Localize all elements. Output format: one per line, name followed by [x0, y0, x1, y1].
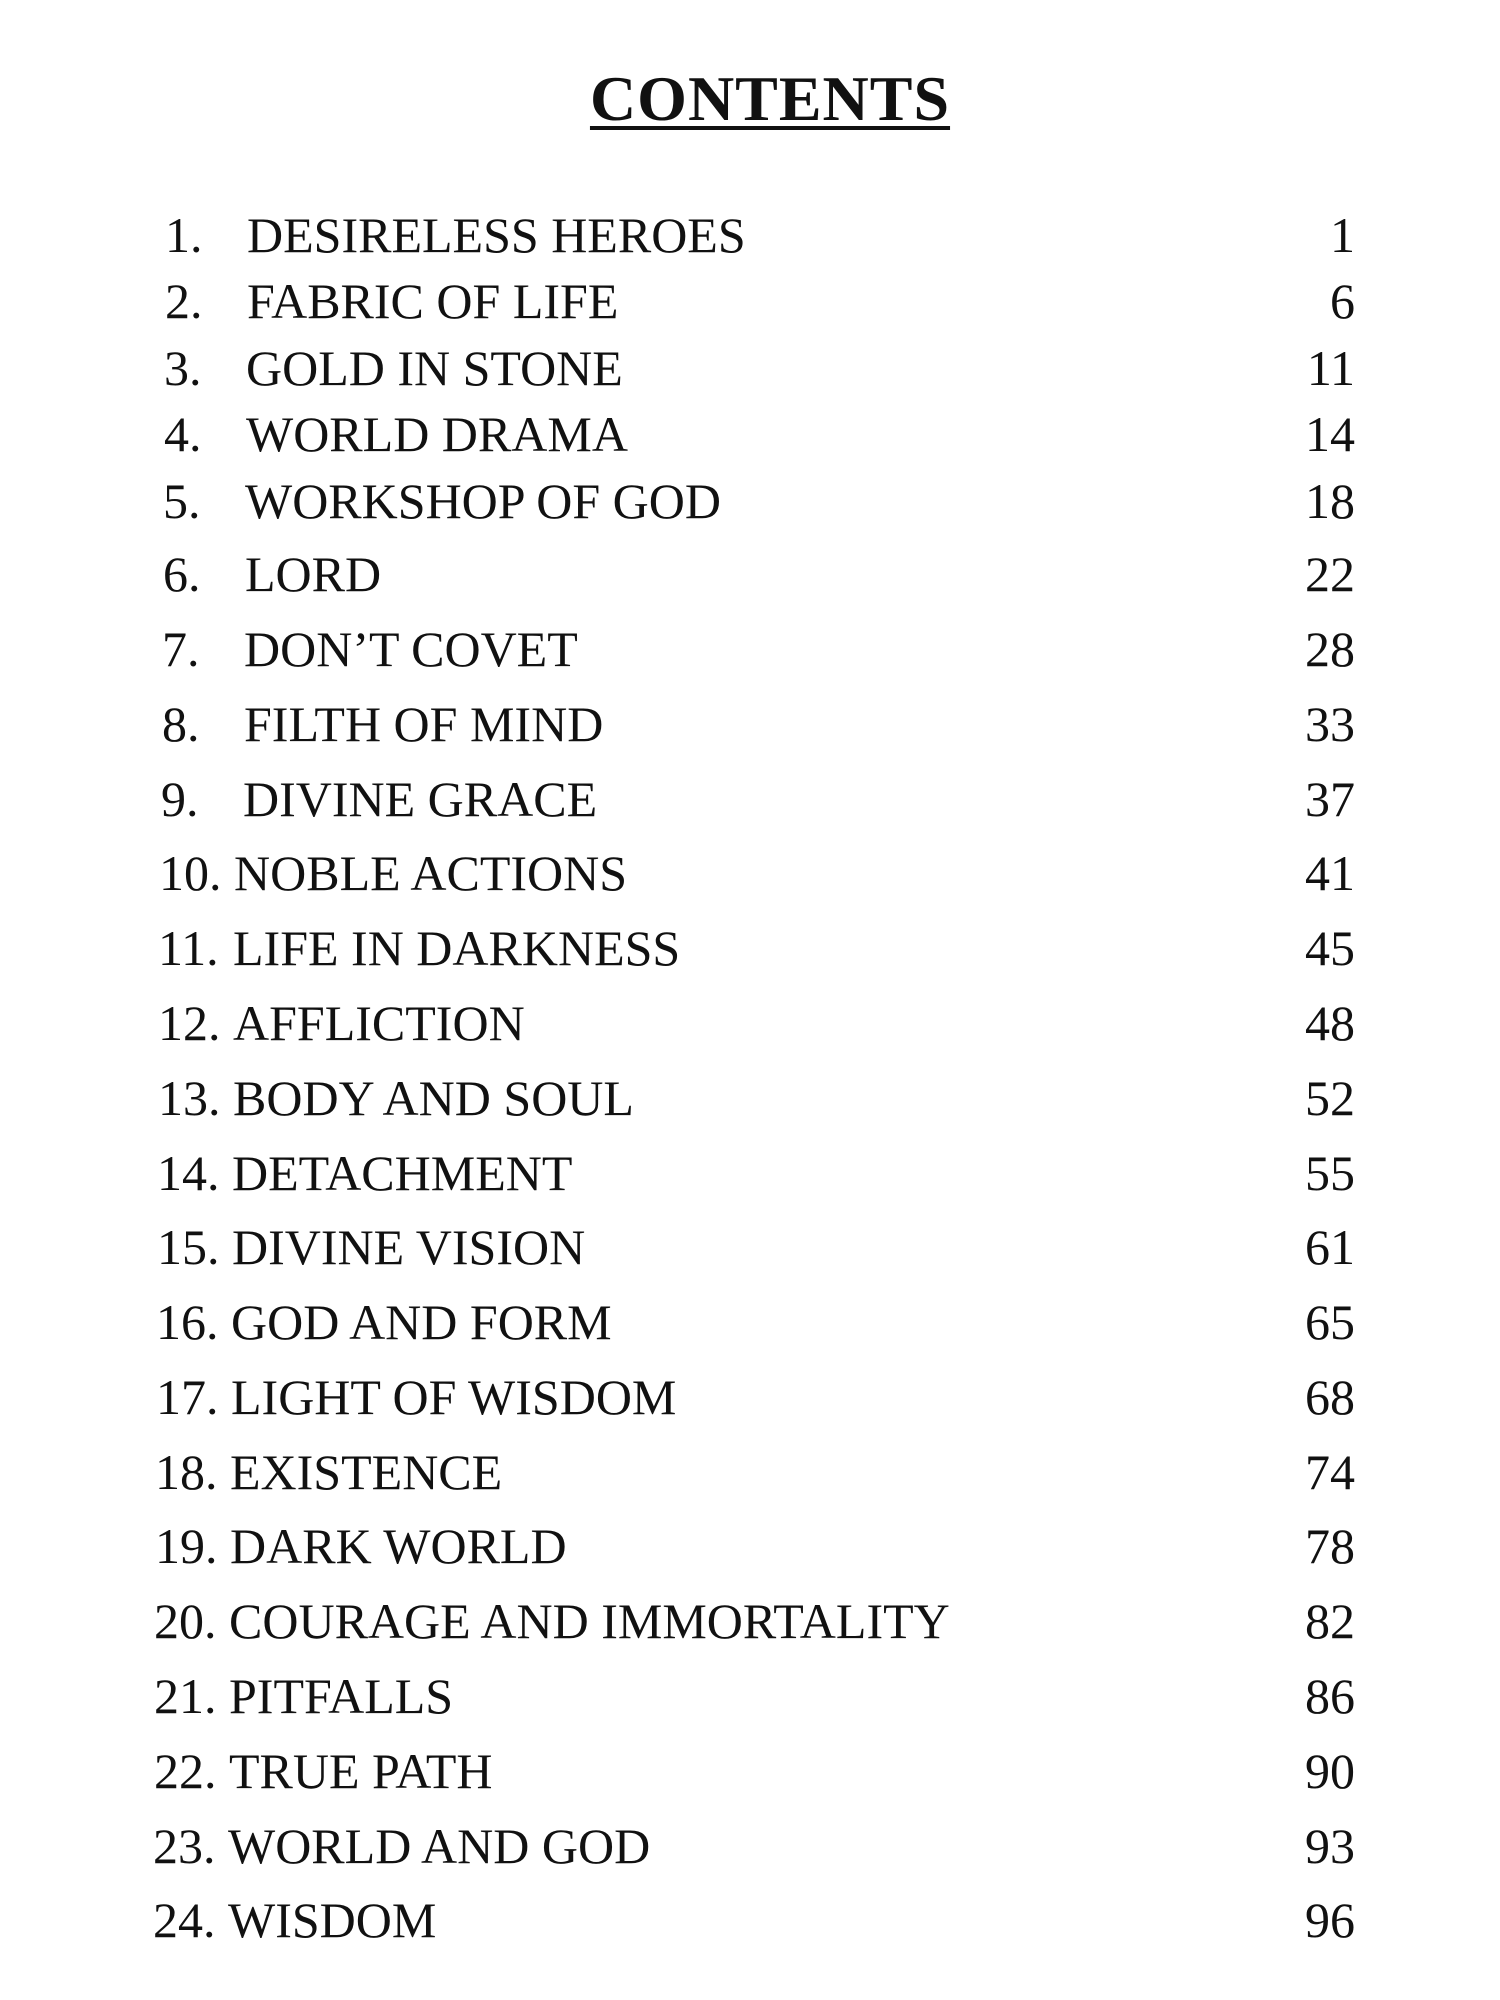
toc-entry-page: 41	[1305, 845, 1355, 901]
toc-entry-page: 18	[1305, 473, 1355, 529]
toc-entry-title: FABRIC OF LIFE	[247, 273, 619, 329]
toc-entry-number: 11.	[158, 920, 219, 976]
toc-entry[interactable]	[163, 539, 1363, 611]
toc-entry[interactable]	[155, 1511, 1355, 1583]
toc-entry[interactable]	[154, 1661, 1354, 1733]
toc-entry-page: 61	[1305, 1219, 1355, 1275]
toc-entry-page: 55	[1305, 1145, 1355, 1201]
toc-entry[interactable]	[158, 913, 1358, 985]
toc-entry-title: DETACHMENT	[232, 1145, 573, 1201]
toc-entry-page: 68	[1305, 1369, 1355, 1425]
toc-entry-number: 17.	[156, 1369, 219, 1425]
toc-entry-title: WISDOM	[228, 1892, 437, 1948]
toc-entry-page: 65	[1305, 1294, 1355, 1350]
toc-entry-page: 82	[1305, 1593, 1355, 1649]
toc-entry-number: 24.	[153, 1892, 216, 1948]
toc-entry[interactable]	[153, 1885, 1353, 1957]
toc-entry-number: 21.	[154, 1668, 217, 1724]
toc-entry-title: AFFLICTION	[233, 995, 525, 1051]
toc-entry-page: 96	[1305, 1892, 1355, 1948]
toc-entry-title: TRUE PATH	[229, 1743, 493, 1799]
toc-entry-title: WORLD AND GOD	[228, 1818, 651, 1874]
toc-entry-page: 1	[1330, 207, 1355, 263]
toc-entry-number: 4.	[164, 406, 202, 462]
toc-entry-page: 45	[1305, 920, 1355, 976]
toc-entry[interactable]	[165, 200, 1365, 270]
toc-entry[interactable]	[155, 1437, 1355, 1509]
toc-entry-page: 93	[1305, 1818, 1355, 1874]
toc-entry-number: 12.	[158, 995, 221, 1051]
toc-entry-title: DIVINE VISION	[232, 1219, 586, 1275]
toc-entry-page: 86	[1305, 1668, 1355, 1724]
toc-entry-page: 28	[1305, 621, 1355, 677]
toc-entry-number: 15.	[157, 1219, 220, 1275]
toc-entry-number: 1.	[165, 207, 203, 263]
toc-entry-number: 20.	[154, 1593, 217, 1649]
toc-entry-title: FILTH OF MIND	[244, 696, 604, 752]
toc-entry-number: 23.	[153, 1818, 216, 1874]
toc-entry[interactable]	[164, 399, 1364, 469]
toc-entry-number: 10.	[159, 845, 222, 901]
toc-entry[interactable]	[157, 1212, 1357, 1284]
toc-entry-number: 16.	[156, 1294, 219, 1350]
toc-entry[interactable]	[164, 333, 1364, 403]
toc-entry-title: DESIRELESS HEROES	[247, 207, 746, 263]
toc-entry-title: BODY AND SOUL	[233, 1070, 634, 1126]
toc-entry-title: LORD	[245, 546, 382, 602]
toc-entry[interactable]	[156, 1362, 1356, 1434]
toc-list	[0, 200, 1500, 1980]
toc-entry-title: WORLD DRAMA	[246, 406, 628, 462]
toc-entry-title: GOD AND FORM	[231, 1294, 612, 1350]
toc-entry-number: 19.	[155, 1518, 218, 1574]
toc-entry-number: 13.	[158, 1070, 221, 1126]
toc-entry-page: 6	[1330, 273, 1355, 329]
toc-entry-number: 6.	[163, 546, 201, 602]
toc-entry[interactable]	[158, 988, 1358, 1060]
toc-entry[interactable]	[153, 1811, 1353, 1883]
toc-entry-number: 14.	[157, 1145, 220, 1201]
toc-entry-title: NOBLE ACTIONS	[234, 845, 628, 901]
toc-entry-title: LIFE IN DARKNESS	[233, 920, 681, 976]
toc-entry-page: 78	[1305, 1518, 1355, 1574]
page-title: CONTENTS	[589, 63, 951, 134]
toc-entry-title: DARK WORLD	[230, 1518, 567, 1574]
toc-entry[interactable]	[154, 1586, 1354, 1658]
toc-entry-number: 3.	[164, 340, 202, 396]
toc-entry-title: COURAGE AND IMMORTALITY	[229, 1593, 950, 1649]
toc-entry-number: 5.	[163, 473, 201, 529]
toc-entry-number: 22.	[154, 1743, 217, 1799]
toc-entry-number: 7.	[162, 621, 200, 677]
toc-entry[interactable]	[165, 266, 1365, 336]
toc-entry-title: PITFALLS	[229, 1668, 454, 1724]
toc-entry-page: 74	[1305, 1444, 1355, 1500]
toc-entry[interactable]	[162, 689, 1362, 761]
toc-entry[interactable]	[156, 1287, 1356, 1359]
toc-entry[interactable]	[162, 614, 1362, 686]
toc-entry-number: 8.	[162, 696, 200, 752]
toc-entry-title: GOLD IN STONE	[246, 340, 623, 396]
toc-entry-title: DIVINE GRACE	[243, 771, 598, 827]
toc-entry-title: EXISTENCE	[230, 1444, 503, 1500]
toc-entry-page: 37	[1305, 771, 1355, 827]
toc-entry[interactable]	[158, 1063, 1358, 1135]
toc-entry-page: 11	[1306, 340, 1355, 396]
toc-entry-title: DON’T COVET	[244, 621, 578, 677]
toc-entry[interactable]	[154, 1736, 1354, 1808]
toc-entry-number: 9.	[161, 771, 199, 827]
toc-entry-number: 18.	[155, 1444, 218, 1500]
toc-entry-page: 52	[1305, 1070, 1355, 1126]
toc-entry-title: LIGHT OF WISDOM	[231, 1369, 677, 1425]
toc-entry[interactable]	[157, 1138, 1357, 1210]
toc-entry-page: 14	[1305, 406, 1355, 462]
toc-entry-title: WORKSHOP OF GOD	[245, 473, 721, 529]
toc-entry-number: 2.	[165, 273, 203, 329]
toc-entry-page: 33	[1305, 696, 1355, 752]
toc-entry-page: 48	[1305, 995, 1355, 1051]
toc-entry[interactable]	[161, 764, 1361, 836]
toc-entry-page: 90	[1305, 1743, 1355, 1799]
toc-entry[interactable]	[163, 466, 1363, 536]
toc-entry-page: 22	[1305, 546, 1355, 602]
toc-entry[interactable]	[159, 838, 1359, 910]
